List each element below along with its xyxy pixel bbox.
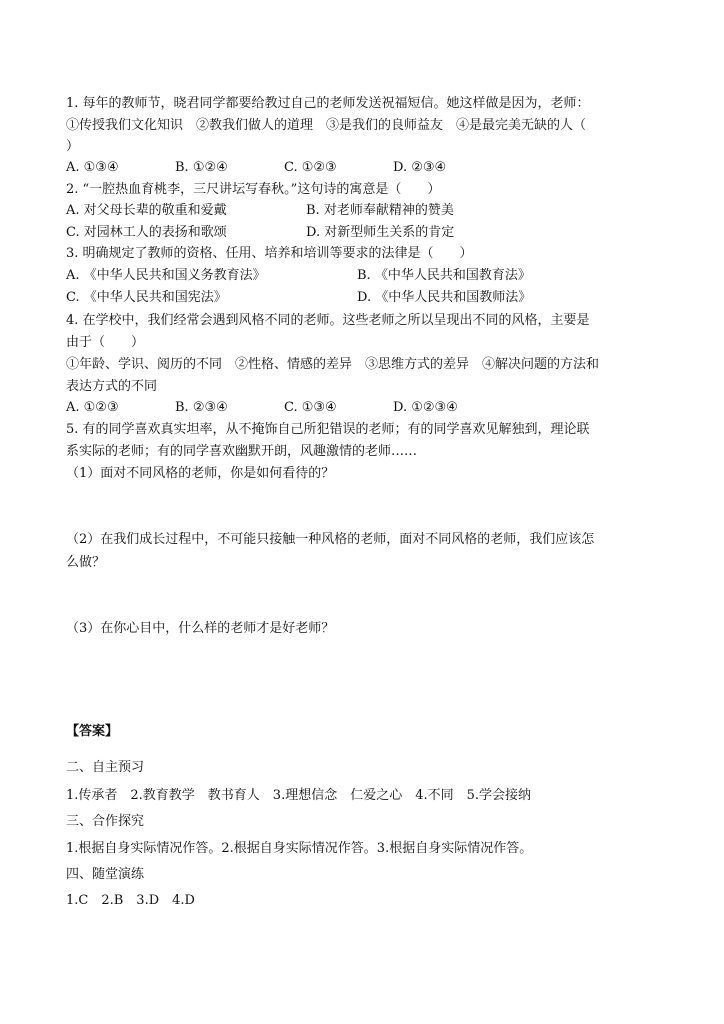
- q5-sub2-line1: （2）在我们成长过程中，不可能只接触一种风格的老师，面对不同风格的老师，我们应该怎: [66, 532, 595, 547]
- q5-sub1: （1）面对不同风格的老师，你是如何看待的？: [66, 466, 335, 481]
- q4-statements-line1: ①年龄、学识、阅历的不同 ②性格、情感的差异 ③思维方式的差异 ④解决问题的方法和: [66, 357, 600, 372]
- q4-statements-line2: 表达方式的不同: [66, 379, 158, 394]
- q4-option-b: B. ②③④: [175, 400, 228, 415]
- q4-option-a: A. ①②③: [66, 400, 119, 415]
- answers-section2-title: 二、自主预习: [66, 760, 145, 775]
- q2-option-d: D. 对新型师生关系的肯定: [306, 225, 455, 240]
- q2-option-b: B. 对老师奉献精神的赞美: [306, 203, 454, 218]
- q1-option-b: B. ①②④: [175, 160, 228, 175]
- q2-option-c: C. 对园林工人的表扬和歌颂: [66, 225, 227, 240]
- q2-option-a: A. 对父母长辈的敬重和爱戴: [66, 203, 227, 218]
- q2-stem: 2. “一腔热血育桃李，三尺讲坛写春秋。”这句诗的寓意是（ ）: [66, 182, 441, 197]
- answers-section2-body: 1.传承者 2.教育教学 教书育人 3.理想信念 仁爱之心 4.不同 5.学会接纳: [66, 788, 532, 803]
- q1-paren-close: ）: [66, 139, 80, 154]
- q1-option-a: A. ①③④: [66, 160, 119, 175]
- answers-section3-body: 1.根据自身实际情况作答。2.根据自身实际情况作答。3.根据自身实际情况作答。: [66, 841, 533, 856]
- answers-heading: 【答案】: [66, 724, 119, 739]
- q3-stem: 3. 明确规定了教师的资格、任用、培养和培训等要求的法律是（ ）: [66, 246, 473, 261]
- q1-option-d: D. ②③④: [393, 160, 447, 175]
- q5-stem-line1: 5. 有的同学喜欢真实坦率，从不掩饰自己所犯错误的老师；有的同学喜欢见解独到，理论联: [66, 422, 590, 437]
- q3-option-a: A. 《中华人民共和国义务教育法》: [66, 268, 266, 283]
- q3-option-b: B. 《中华人民共和国教育法》: [357, 268, 531, 283]
- q4-option-c: C. ①③④: [284, 400, 337, 415]
- q4-stem-line1: 4. 在学校中，我们经常会遇到风格不同的老师。这些老师之所以呈现出不同的风格，主要是: [66, 313, 590, 328]
- q1-option-c: C. ①②③: [284, 160, 337, 175]
- q1-statements: ①传授我们文化知识 ②教我们做人的道理 ③是我们的良师益友 ④是最完美无缺的人（: [66, 118, 587, 133]
- answers-section3-title: 三、合作探究: [66, 814, 145, 829]
- q3-option-c: C. 《中华人民共和国宪法》: [66, 290, 227, 305]
- q1-stem: 1. 每年的教师节，晓君同学都要给教过自己的老师发送祝福短信。她这样做是因为，老师：: [66, 96, 590, 111]
- answers-section4-body: 1.C 2.B 3.D 4.D: [66, 893, 195, 908]
- q4-stem-line2: 由于（ ）: [66, 335, 145, 350]
- answers-section4-title: 四、随堂演练: [66, 867, 145, 882]
- q5-sub3: （3）在你心目中，什么样的老师才是好老师？: [66, 621, 335, 636]
- q3-option-d: D. 《中华人民共和国教师法》: [357, 290, 532, 305]
- q4-option-d: D. ①②③④: [393, 400, 458, 415]
- q5-stem-line2: 系实际的老师；有的同学喜欢幽默开朗，风趣激情的老师……: [66, 444, 418, 459]
- q5-sub2-line2: 么做？: [66, 555, 106, 570]
